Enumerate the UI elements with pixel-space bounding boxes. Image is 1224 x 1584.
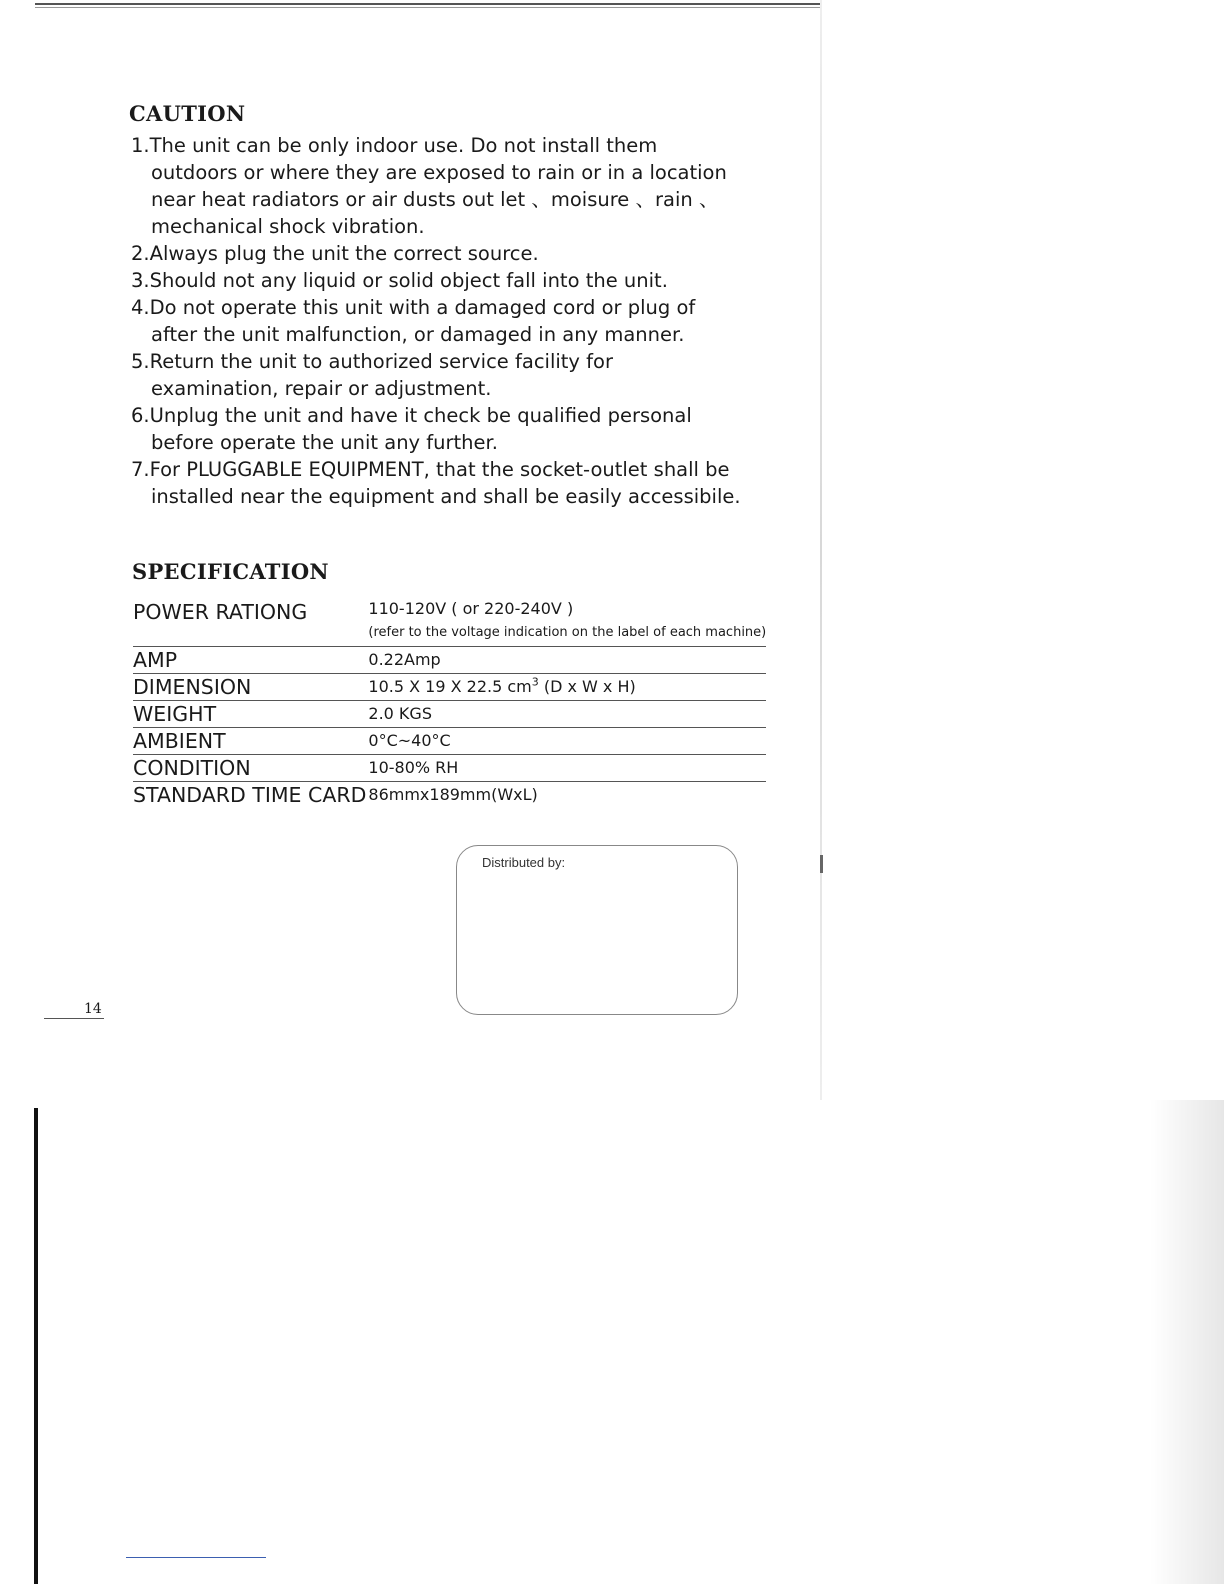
scan-bottom-mark — [126, 1557, 266, 1558]
spec-label-weight: WEIGHT — [133, 701, 366, 728]
spec-label-power: POWER RATIONG — [133, 596, 366, 647]
specification-table — [133, 596, 766, 808]
scan-top-rule — [35, 3, 820, 5]
spec-row-dimension — [133, 674, 766, 701]
page-number-rule — [44, 1018, 104, 1019]
scan-shadow — [1150, 1100, 1224, 1584]
distributor-box — [456, 845, 738, 1015]
spec-label-amp: AMP — [133, 647, 366, 674]
spec-value-amp: 0.22Amp — [366, 647, 766, 674]
spec-label-condition: CONDITION — [133, 755, 366, 782]
caution-item-3: 3.Should not any liquid or solid object fall into the unit. — [131, 269, 668, 292]
scan-left-bar — [34, 1108, 38, 1584]
spec-power-value: 110-120V ( or 220-240V ) — [368, 599, 574, 618]
caution-item-4: 4.Do not operate this unit with a damaged cord or plug of after the unit malfunction, or damaged in any manner. — [131, 296, 696, 346]
spec-value-dimension — [366, 674, 766, 701]
spec-power-note: (refer to the voltage indication on the label of each machine) — [368, 625, 767, 640]
spec-value-weight: 2.0 KGS — [366, 701, 766, 728]
caution-item-1: 1.The unit can be only indoor use. Do not install them outdoors or where they are exposed to rain or in a location near heat radiators or air dusts out let 、moisure 、rain 、mechanical shock vibration. — [131, 134, 727, 238]
spec-label-ambient: AMBIENT — [133, 728, 366, 755]
caution-item-5: 5.Return the unit to authorized service facility for examination, repair or adjustment. — [131, 350, 613, 400]
page-number: 14 — [84, 1001, 102, 1017]
spec-dimension-superscript: 3 — [531, 675, 539, 689]
caution-item-6: 6.Unplug the unit and have it check be qualified personal before operate the unit any further. — [131, 404, 692, 454]
spec-label-time-card: STANDARD TIME CARD — [133, 783, 367, 807]
spec-row-condition — [133, 755, 766, 782]
spec-value-time-card: 86mmx189mm(WxL) — [368, 785, 538, 804]
distributor-label: Distributed by: — [482, 855, 566, 870]
spec-dimension-tail: (D x W x H) — [538, 677, 636, 696]
spec-row-amp — [133, 647, 766, 674]
page-fold-edge — [820, 0, 822, 1100]
spec-label-dimension: DIMENSION — [133, 674, 366, 701]
spec-row-power — [133, 596, 766, 647]
caution-list — [131, 132, 741, 510]
spec-value-condition: 10-80% RH — [366, 755, 766, 782]
caution-item-7: 7.For PLUGGABLE EQUIPMENT, that the socket-outlet shall be installed near the equipment and shall be easily accessibile. — [131, 458, 741, 508]
specification-heading: SPECIFICATION — [132, 559, 329, 584]
spec-value-power — [366, 596, 766, 647]
caution-heading: CAUTION — [129, 101, 246, 126]
spec-row-time-card — [133, 782, 766, 809]
spec-row-ambient — [133, 728, 766, 755]
spec-value-ambient: 0°C~40°C — [366, 728, 766, 755]
scan-top-rule-thin — [35, 7, 820, 8]
spec-row-weight — [133, 701, 766, 728]
caution-item-2: 2.Always plug the unit the correct source. — [131, 242, 539, 265]
edge-mark — [820, 855, 823, 873]
spec-dimension-main: 10.5 X 19 X 22.5 cm — [368, 677, 532, 696]
